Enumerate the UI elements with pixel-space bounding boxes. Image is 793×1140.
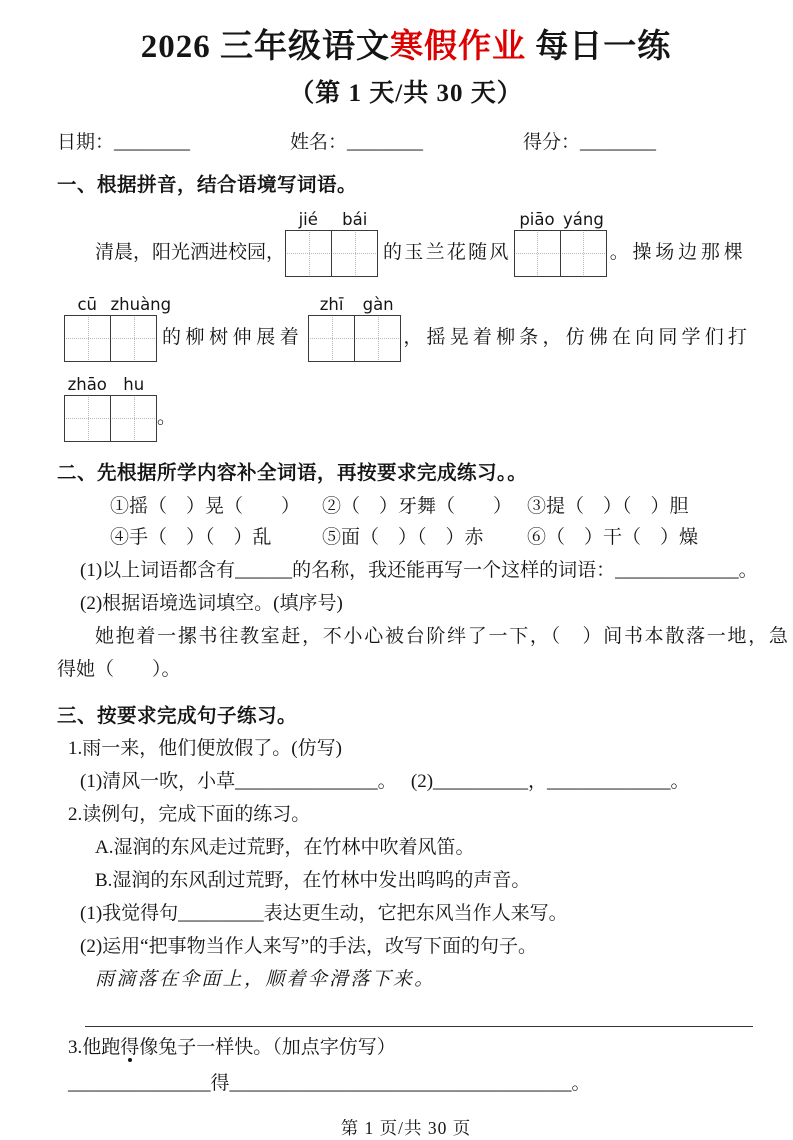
score-field bbox=[523, 127, 656, 154]
option-b: B.湿润的东风刮过荒野，在竹林中发出呜呜的声音。 bbox=[95, 869, 531, 891]
pinyin-syllable: gàn bbox=[362, 294, 394, 314]
writing-grid bbox=[64, 395, 157, 442]
writing-cell bbox=[309, 316, 354, 361]
idiom-item: ②（ ）牙舞（ ） bbox=[322, 495, 513, 517]
fixed-character: 得 bbox=[210, 1072, 230, 1094]
question-3-2-2: (2)运用“把事物当作人来写”的手法，改写下面的句子。 bbox=[80, 935, 538, 957]
sentence-text: 。操场边那棵 bbox=[609, 241, 747, 263]
pinyin-label bbox=[514, 209, 607, 230]
idiom-row-1 bbox=[57, 491, 755, 522]
question-3-3 bbox=[57, 1033, 755, 1063]
info-row bbox=[57, 127, 755, 154]
idiom-item: ⑥（ ）干（ ）燥 bbox=[527, 526, 699, 548]
pinyin-writing-box bbox=[64, 374, 157, 442]
idiom-row-2 bbox=[57, 522, 755, 553]
item-number: 3. bbox=[68, 1036, 83, 1058]
sentence-text: 他跑 bbox=[82, 1036, 121, 1058]
question-2-2-passage-line-1: 她抱着一摞书往教室赶，不小心被台阶绊了一下，（ ）间书本散落一地，急 bbox=[95, 625, 790, 647]
question-2-1: (1)以上词语都含有______的名称，我还能再写一个这样的词语：_____________。 bbox=[80, 559, 758, 581]
pinyin-writing-box bbox=[285, 209, 378, 277]
date-label: 日期： bbox=[57, 131, 115, 153]
title-prefix: 2026 三年级语文 bbox=[140, 29, 390, 65]
rewrite-source-sentence: 雨滴落在伞面上，顺着伞滑落下来。 bbox=[95, 968, 436, 990]
section-1-line-1 bbox=[57, 209, 755, 277]
page-number-footer: 第 1 页/共 30 页 bbox=[340, 1117, 472, 1138]
pinyin-syllable: piāo bbox=[519, 209, 555, 229]
sentence-text: ，摇晃着柳条，仿佛在向同学们打 bbox=[403, 326, 752, 348]
date-blank: ________ bbox=[114, 131, 191, 153]
writing-grid bbox=[308, 315, 401, 362]
sentence-text: 的玉兰花随风 bbox=[383, 241, 511, 263]
writing-cell bbox=[331, 231, 377, 276]
sentence-text: 的柳树伸展着 bbox=[162, 326, 304, 348]
section-3-heading: 三、按要求完成句子练习。 bbox=[57, 705, 298, 727]
section-2-heading: 二、先根据所学内容补全词语，再按要求完成练习。。 bbox=[57, 462, 528, 484]
period: 。 bbox=[571, 1072, 591, 1094]
pinyin-syllable: cū bbox=[77, 294, 98, 314]
option-a: A.湿润的东风走过荒野，在竹林中吹着风笛。 bbox=[95, 836, 475, 858]
question-2-2: (2)根据语境选词填空。(填序号) bbox=[80, 592, 343, 614]
blank-segment: _______________ bbox=[68, 1072, 211, 1094]
sentence-text: 。 bbox=[157, 406, 177, 428]
title-highlight: 寒假作业 bbox=[390, 29, 526, 65]
writing-cell bbox=[110, 396, 156, 441]
idiom-item: ⑤面（ ）（ ）赤 bbox=[322, 526, 484, 548]
idiom-item: ④手（ ）（ ）乱 bbox=[110, 526, 272, 548]
writing-cell bbox=[65, 396, 110, 441]
pinyin-syllable: zhāo bbox=[67, 374, 107, 394]
blank-segment: ____________________________________ bbox=[229, 1072, 572, 1094]
pinyin-syllable: bái bbox=[342, 209, 368, 229]
pinyin-syllable: zhī bbox=[319, 294, 344, 314]
writing-cell bbox=[560, 231, 606, 276]
pinyin-writing-box bbox=[308, 294, 401, 362]
emphasized-character: 得 bbox=[120, 1036, 140, 1058]
answer-writing-line bbox=[85, 1025, 753, 1027]
idiom-item: ①摇（ ）晃（ ） bbox=[110, 495, 301, 517]
date-field bbox=[57, 127, 290, 154]
question-3-2: 2.读例句，完成下面的练习。 bbox=[68, 803, 311, 825]
score-blank: ________ bbox=[580, 131, 657, 153]
pinyin-syllable: hu bbox=[123, 374, 145, 394]
name-field bbox=[290, 127, 523, 154]
pinyin-syllable: yáng bbox=[563, 209, 604, 229]
score-label: 得分： bbox=[523, 131, 581, 153]
writing-grid bbox=[64, 315, 157, 362]
section-1-line-2 bbox=[64, 294, 755, 362]
question-3-3-blanks bbox=[57, 1069, 755, 1099]
page-title bbox=[57, 26, 755, 69]
pinyin-label bbox=[308, 294, 401, 315]
writing-cell bbox=[354, 316, 400, 361]
writing-grid bbox=[285, 230, 378, 277]
writing-cell bbox=[110, 316, 156, 361]
question-2-2-passage-line-2: 得她（ ）。 bbox=[57, 658, 181, 680]
question-3-1: 1.雨一来，他们便放假了。(仿写) bbox=[68, 737, 342, 759]
name-blank: ________ bbox=[347, 131, 424, 153]
pinyin-syllable: zhuàng bbox=[110, 294, 172, 314]
writing-grid bbox=[514, 230, 607, 277]
idiom-item: ③提（ ）（ ）胆 bbox=[527, 495, 689, 517]
sentence-text: 像兔子一样快。（加点字仿写） bbox=[139, 1036, 396, 1058]
title-suffix: 每日一练 bbox=[526, 29, 672, 65]
writing-cell bbox=[65, 316, 110, 361]
section-1-line-3 bbox=[64, 374, 755, 442]
pinyin-syllable: jié bbox=[298, 209, 318, 229]
section-1-heading: 一、根据拼音，结合语境写词语。 bbox=[57, 174, 358, 196]
question-3-2-1: (1)我觉得句_________表达更生动，它把东风当作人来写。 bbox=[80, 902, 568, 924]
name-label: 姓名： bbox=[290, 131, 348, 153]
pinyin-writing-box bbox=[514, 209, 607, 277]
sentence-text: 清晨，阳光洒进校园， bbox=[95, 241, 286, 263]
pinyin-label bbox=[285, 209, 378, 230]
pinyin-label bbox=[64, 294, 172, 315]
pinyin-writing-box bbox=[64, 294, 172, 362]
writing-cell bbox=[515, 231, 560, 276]
writing-cell bbox=[286, 231, 331, 276]
pinyin-label bbox=[64, 374, 157, 395]
question-3-1-blanks: (1)清风一吹，小草_______________。 (2)__________，_____________。 bbox=[80, 770, 690, 792]
subtitle-day-counter: （第 1 天/共 30 天） bbox=[289, 79, 523, 107]
